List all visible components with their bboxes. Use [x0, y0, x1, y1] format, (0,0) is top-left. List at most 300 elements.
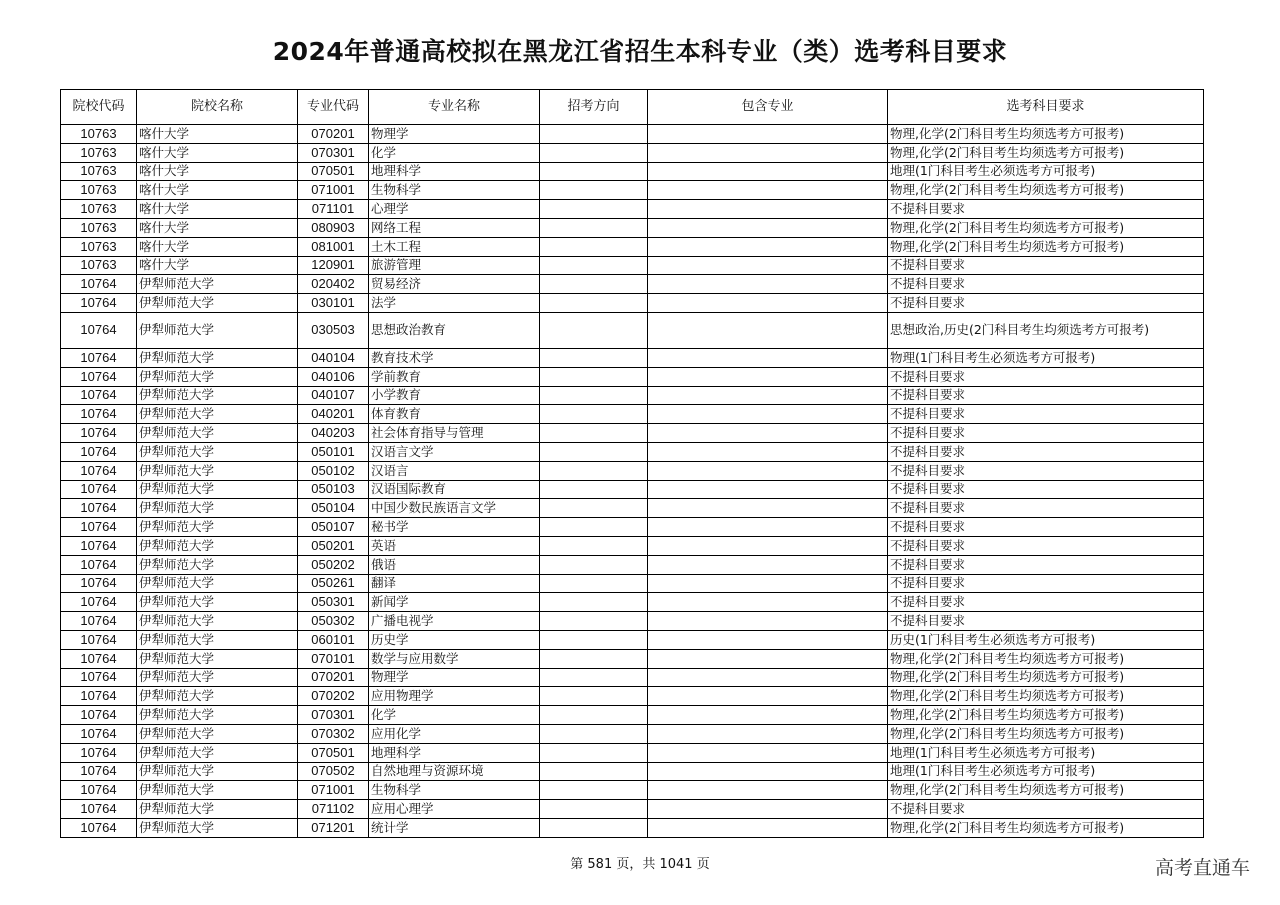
cell-direction — [540, 125, 648, 144]
cell-included-majors — [648, 574, 888, 593]
cell-included-majors — [648, 555, 888, 574]
cell-major-name: 地理科学 — [369, 743, 540, 762]
cell-direction — [540, 181, 648, 200]
cell-direction — [540, 218, 648, 237]
table-row — [61, 367, 1204, 386]
cell-included-majors — [648, 818, 888, 837]
cell-included-majors — [648, 781, 888, 800]
cell-school-name: 喀什大学 — [137, 181, 298, 200]
cell-school-code: 10763 — [61, 181, 137, 200]
table-row — [61, 649, 1204, 668]
header-direction: 招考方向 — [540, 90, 648, 125]
cell-major-code: 050261 — [298, 574, 369, 593]
cell-major-code: 040201 — [298, 405, 369, 424]
cell-school-name: 伊犁师范大学 — [137, 499, 298, 518]
cell-school-name: 伊犁师范大学 — [137, 668, 298, 687]
cell-major-name: 统计学 — [369, 818, 540, 837]
cell-major-name: 教育技术学 — [369, 348, 540, 367]
cell-direction — [540, 649, 648, 668]
table-body — [61, 125, 1204, 838]
cell-major-code: 030503 — [298, 312, 369, 348]
cell-included-majors — [648, 424, 888, 443]
table-row — [61, 518, 1204, 537]
cell-subject-requirement: 地理(1门科目考生必须选考方可报考) — [888, 762, 1204, 781]
cell-direction — [540, 706, 648, 725]
cell-included-majors — [648, 724, 888, 743]
cell-subject-requirement: 不提科目要求 — [888, 800, 1204, 819]
cell-subject-requirement: 不提科目要求 — [888, 593, 1204, 612]
cell-major-name: 旅游管理 — [369, 256, 540, 275]
cell-included-majors — [648, 312, 888, 348]
cell-subject-requirement: 不提科目要求 — [888, 555, 1204, 574]
cell-major-name: 应用心理学 — [369, 800, 540, 819]
cell-direction — [540, 536, 648, 555]
table-row — [61, 574, 1204, 593]
cell-major-code: 071101 — [298, 200, 369, 219]
cell-major-code: 070302 — [298, 724, 369, 743]
cell-subject-requirement: 不提科目要求 — [888, 461, 1204, 480]
cell-subject-requirement: 不提科目要求 — [888, 405, 1204, 424]
cell-major-code: 040203 — [298, 424, 369, 443]
cell-major-name: 历史学 — [369, 630, 540, 649]
cell-included-majors — [648, 706, 888, 725]
header-major-code: 专业代码 — [298, 90, 369, 125]
cell-major-code: 070501 — [298, 162, 369, 181]
cell-school-code: 10764 — [61, 724, 137, 743]
cell-major-name: 学前教育 — [369, 367, 540, 386]
cell-subject-requirement: 物理(1门科目考生必须选考方可报考) — [888, 348, 1204, 367]
cell-major-name: 广播电视学 — [369, 612, 540, 631]
cell-school-name: 伊犁师范大学 — [137, 536, 298, 555]
cell-subject-requirement: 物理,化学(2门科目考生均须选考方可报考) — [888, 237, 1204, 256]
cell-school-name: 伊犁师范大学 — [137, 762, 298, 781]
cell-major-name: 土木工程 — [369, 237, 540, 256]
cell-subject-requirement: 不提科目要求 — [888, 256, 1204, 275]
cell-major-code: 030101 — [298, 294, 369, 313]
table-row — [61, 237, 1204, 256]
cell-school-code: 10764 — [61, 367, 137, 386]
page-title: 2024年普通高校拟在黑龙江省招生本科专业（类）选考科目要求 — [272, 37, 1008, 66]
cell-direction — [540, 499, 648, 518]
cell-direction — [540, 593, 648, 612]
cell-major-code: 050202 — [298, 555, 369, 574]
table-row — [61, 181, 1204, 200]
cell-school-name: 伊犁师范大学 — [137, 743, 298, 762]
requirements-table — [60, 89, 1204, 838]
cell-included-majors — [648, 275, 888, 294]
table-row — [61, 536, 1204, 555]
cell-included-majors — [648, 442, 888, 461]
table-row — [61, 294, 1204, 313]
cell-major-name: 应用物理学 — [369, 687, 540, 706]
cell-major-code: 040104 — [298, 348, 369, 367]
cell-school-code: 10764 — [61, 405, 137, 424]
cell-subject-requirement: 不提科目要求 — [888, 442, 1204, 461]
cell-direction — [540, 256, 648, 275]
cell-major-name: 汉语言文学 — [369, 442, 540, 461]
cell-included-majors — [648, 762, 888, 781]
cell-subject-requirement: 物理,化学(2门科目考生均须选考方可报考) — [888, 218, 1204, 237]
table-row — [61, 687, 1204, 706]
cell-school-code: 10764 — [61, 574, 137, 593]
cell-school-code: 10763 — [61, 256, 137, 275]
cell-included-majors — [648, 649, 888, 668]
cell-subject-requirement: 不提科目要求 — [888, 574, 1204, 593]
cell-major-code: 050101 — [298, 442, 369, 461]
header-school-code: 院校代码 — [61, 90, 137, 125]
cell-included-majors — [648, 593, 888, 612]
cell-major-name: 翻译 — [369, 574, 540, 593]
cell-major-name: 应用化学 — [369, 724, 540, 743]
cell-included-majors — [648, 687, 888, 706]
cell-major-code: 050107 — [298, 518, 369, 537]
cell-major-code: 070202 — [298, 687, 369, 706]
cell-major-code: 070101 — [298, 649, 369, 668]
cell-included-majors — [648, 612, 888, 631]
cell-school-code: 10764 — [61, 593, 137, 612]
cell-school-name: 喀什大学 — [137, 237, 298, 256]
cell-school-name: 伊犁师范大学 — [137, 424, 298, 443]
table-row — [61, 424, 1204, 443]
cell-direction — [540, 612, 648, 631]
cell-included-majors — [648, 218, 888, 237]
cell-subject-requirement: 地理(1门科目考生必须选考方可报考) — [888, 162, 1204, 181]
cell-school-code: 10764 — [61, 312, 137, 348]
cell-included-majors — [648, 237, 888, 256]
cell-major-name: 新闻学 — [369, 593, 540, 612]
cell-major-code: 070201 — [298, 668, 369, 687]
table-header-row — [61, 90, 1204, 125]
cell-subject-requirement: 不提科目要求 — [888, 499, 1204, 518]
cell-direction — [540, 574, 648, 593]
cell-major-name: 法学 — [369, 294, 540, 313]
cell-included-majors — [648, 630, 888, 649]
cell-school-code: 10764 — [61, 762, 137, 781]
cell-subject-requirement: 不提科目要求 — [888, 480, 1204, 499]
cell-school-code: 10764 — [61, 649, 137, 668]
table-row — [61, 630, 1204, 649]
cell-school-name: 伊犁师范大学 — [137, 367, 298, 386]
cell-direction — [540, 237, 648, 256]
table-row — [61, 312, 1204, 348]
cell-school-name: 伊犁师范大学 — [137, 724, 298, 743]
cell-school-name: 伊犁师范大学 — [137, 480, 298, 499]
cell-major-name: 秘书学 — [369, 518, 540, 537]
table-row — [61, 461, 1204, 480]
cell-direction — [540, 294, 648, 313]
cell-subject-requirement: 不提科目要求 — [888, 275, 1204, 294]
cell-included-majors — [648, 405, 888, 424]
cell-major-code: 050302 — [298, 612, 369, 631]
cell-major-name: 俄语 — [369, 555, 540, 574]
cell-direction — [540, 275, 648, 294]
cell-included-majors — [648, 294, 888, 313]
cell-school-code: 10764 — [61, 687, 137, 706]
table-row — [61, 555, 1204, 574]
page-number: 第 581 页，共 1041 页 — [570, 857, 710, 872]
table-row — [61, 706, 1204, 725]
header-included-majors: 包含专业 — [648, 90, 888, 125]
cell-subject-requirement: 不提科目要求 — [888, 367, 1204, 386]
cell-school-name: 喀什大学 — [137, 200, 298, 219]
cell-subject-requirement: 不提科目要求 — [888, 200, 1204, 219]
cell-school-code: 10763 — [61, 162, 137, 181]
cell-school-name: 伊犁师范大学 — [137, 593, 298, 612]
cell-school-name: 伊犁师范大学 — [137, 405, 298, 424]
cell-subject-requirement: 物理,化学(2门科目考生均须选考方可报考) — [888, 818, 1204, 837]
cell-subject-requirement: 不提科目要求 — [888, 536, 1204, 555]
cell-direction — [540, 367, 648, 386]
cell-school-code: 10764 — [61, 630, 137, 649]
header-major-name: 专业名称 — [369, 90, 540, 125]
table-row — [61, 442, 1204, 461]
cell-major-name: 物理学 — [369, 668, 540, 687]
cell-school-name: 伊犁师范大学 — [137, 386, 298, 405]
cell-subject-requirement: 不提科目要求 — [888, 424, 1204, 443]
cell-direction — [540, 743, 648, 762]
cell-school-name: 伊犁师范大学 — [137, 649, 298, 668]
table-row — [61, 818, 1204, 837]
cell-major-name: 生物科学 — [369, 181, 540, 200]
cell-school-code: 10764 — [61, 386, 137, 405]
cell-major-name: 思想政治教育 — [369, 312, 540, 348]
cell-major-code: 040107 — [298, 386, 369, 405]
cell-direction — [540, 518, 648, 537]
cell-major-code: 060101 — [298, 630, 369, 649]
cell-direction — [540, 143, 648, 162]
cell-school-name: 伊犁师范大学 — [137, 630, 298, 649]
cell-major-name: 社会体育指导与管理 — [369, 424, 540, 443]
cell-major-code: 080903 — [298, 218, 369, 237]
cell-direction — [540, 781, 648, 800]
cell-included-majors — [648, 386, 888, 405]
cell-direction — [540, 687, 648, 706]
cell-school-name: 伊犁师范大学 — [137, 800, 298, 819]
cell-school-code: 10764 — [61, 294, 137, 313]
cell-major-name: 中国少数民族语言文学 — [369, 499, 540, 518]
cell-school-name: 喀什大学 — [137, 256, 298, 275]
cell-subject-requirement: 历史(1门科目考生必须选考方可报考) — [888, 630, 1204, 649]
cell-school-code: 10764 — [61, 480, 137, 499]
cell-major-code: 071001 — [298, 781, 369, 800]
cell-school-name: 伊犁师范大学 — [137, 312, 298, 348]
cell-school-code: 10764 — [61, 555, 137, 574]
cell-major-name: 生物科学 — [369, 781, 540, 800]
cell-direction — [540, 424, 648, 443]
cell-subject-requirement: 物理,化学(2门科目考生均须选考方可报考) — [888, 125, 1204, 144]
cell-subject-requirement: 物理,化学(2门科目考生均须选考方可报考) — [888, 706, 1204, 725]
cell-school-name: 伊犁师范大学 — [137, 442, 298, 461]
cell-subject-requirement: 地理(1门科目考生必须选考方可报考) — [888, 743, 1204, 762]
cell-major-code: 050104 — [298, 499, 369, 518]
cell-school-name: 伊犁师范大学 — [137, 555, 298, 574]
cell-school-name: 伊犁师范大学 — [137, 348, 298, 367]
cell-direction — [540, 800, 648, 819]
cell-school-name: 伊犁师范大学 — [137, 461, 298, 480]
cell-school-code: 10764 — [61, 442, 137, 461]
cell-direction — [540, 348, 648, 367]
table-row — [61, 593, 1204, 612]
cell-major-name: 体育教育 — [369, 405, 540, 424]
cell-subject-requirement: 思想政治,历史(2门科目考生均须选考方可报考) — [888, 312, 1204, 348]
cell-included-majors — [648, 668, 888, 687]
cell-major-name: 化学 — [369, 143, 540, 162]
cell-major-name: 贸易经济 — [369, 275, 540, 294]
table-row — [61, 800, 1204, 819]
cell-school-name: 伊犁师范大学 — [137, 275, 298, 294]
cell-school-code: 10763 — [61, 200, 137, 219]
cell-included-majors — [648, 461, 888, 480]
cell-direction — [540, 405, 648, 424]
cell-major-code: 071001 — [298, 181, 369, 200]
cell-school-code: 10763 — [61, 218, 137, 237]
cell-direction — [540, 162, 648, 181]
cell-included-majors — [648, 162, 888, 181]
cell-subject-requirement: 物理,化学(2门科目考生均须选考方可报考) — [888, 143, 1204, 162]
cell-school-code: 10764 — [61, 348, 137, 367]
cell-included-majors — [648, 348, 888, 367]
table-row — [61, 162, 1204, 181]
table-row — [61, 200, 1204, 219]
cell-major-code: 070201 — [298, 125, 369, 144]
cell-major-code: 070301 — [298, 706, 369, 725]
table-row — [61, 143, 1204, 162]
cell-direction — [540, 630, 648, 649]
cell-included-majors — [648, 800, 888, 819]
cell-school-code: 10763 — [61, 125, 137, 144]
cell-included-majors — [648, 125, 888, 144]
cell-subject-requirement: 物理,化学(2门科目考生均须选考方可报考) — [888, 781, 1204, 800]
cell-direction — [540, 724, 648, 743]
cell-school-code: 10764 — [61, 461, 137, 480]
cell-major-code: 071201 — [298, 818, 369, 837]
brand-label: 高考直通车 — [1154, 857, 1250, 879]
cell-included-majors — [648, 480, 888, 499]
cell-major-code: 071102 — [298, 800, 369, 819]
cell-school-code: 10764 — [61, 499, 137, 518]
table-row — [61, 480, 1204, 499]
cell-school-name: 伊犁师范大学 — [137, 574, 298, 593]
cell-direction — [540, 200, 648, 219]
cell-subject-requirement: 物理,化学(2门科目考生均须选考方可报考) — [888, 649, 1204, 668]
cell-school-name: 喀什大学 — [137, 125, 298, 144]
cell-included-majors — [648, 256, 888, 275]
cell-school-code: 10764 — [61, 743, 137, 762]
cell-direction — [540, 386, 648, 405]
cell-subject-requirement: 物理,化学(2门科目考生均须选考方可报考) — [888, 724, 1204, 743]
cell-major-name: 小学教育 — [369, 386, 540, 405]
header-subject-requirement: 选考科目要求 — [888, 90, 1204, 125]
cell-major-name: 网络工程 — [369, 218, 540, 237]
cell-included-majors — [648, 499, 888, 518]
cell-school-name: 伊犁师范大学 — [137, 294, 298, 313]
cell-major-name: 汉语言 — [369, 461, 540, 480]
cell-major-name: 物理学 — [369, 125, 540, 144]
cell-included-majors — [648, 200, 888, 219]
cell-direction — [540, 818, 648, 837]
cell-direction — [540, 555, 648, 574]
cell-direction — [540, 461, 648, 480]
cell-direction — [540, 480, 648, 499]
cell-major-code: 120901 — [298, 256, 369, 275]
cell-included-majors — [648, 181, 888, 200]
cell-school-code: 10764 — [61, 536, 137, 555]
cell-included-majors — [648, 743, 888, 762]
cell-major-code: 050102 — [298, 461, 369, 480]
cell-included-majors — [648, 367, 888, 386]
table-row — [61, 499, 1204, 518]
cell-major-code: 070301 — [298, 143, 369, 162]
cell-school-code: 10764 — [61, 518, 137, 537]
table-row — [61, 743, 1204, 762]
cell-major-code: 070501 — [298, 743, 369, 762]
cell-major-name: 地理科学 — [369, 162, 540, 181]
cell-included-majors — [648, 536, 888, 555]
cell-direction — [540, 668, 648, 687]
header-school-name: 院校名称 — [137, 90, 298, 125]
cell-major-name: 心理学 — [369, 200, 540, 219]
cell-school-code: 10764 — [61, 818, 137, 837]
cell-major-code: 070502 — [298, 762, 369, 781]
table-row — [61, 612, 1204, 631]
cell-school-code: 10764 — [61, 800, 137, 819]
cell-subject-requirement: 物理,化学(2门科目考生均须选考方可报考) — [888, 668, 1204, 687]
cell-school-name: 喀什大学 — [137, 162, 298, 181]
cell-school-code: 10763 — [61, 237, 137, 256]
cell-major-code: 081001 — [298, 237, 369, 256]
cell-school-code: 10764 — [61, 706, 137, 725]
cell-school-name: 伊犁师范大学 — [137, 706, 298, 725]
table-row — [61, 386, 1204, 405]
cell-school-name: 伊犁师范大学 — [137, 781, 298, 800]
cell-school-name: 伊犁师范大学 — [137, 518, 298, 537]
cell-school-name: 伊犁师范大学 — [137, 612, 298, 631]
cell-subject-requirement: 物理,化学(2门科目考生均须选考方可报考) — [888, 687, 1204, 706]
table-row — [61, 256, 1204, 275]
cell-major-name: 英语 — [369, 536, 540, 555]
cell-subject-requirement: 不提科目要求 — [888, 386, 1204, 405]
cell-major-code: 050103 — [298, 480, 369, 499]
cell-school-code: 10764 — [61, 275, 137, 294]
cell-school-code: 10763 — [61, 143, 137, 162]
cell-major-code: 050201 — [298, 536, 369, 555]
cell-subject-requirement: 物理,化学(2门科目考生均须选考方可报考) — [888, 181, 1204, 200]
cell-major-name: 化学 — [369, 706, 540, 725]
cell-subject-requirement: 不提科目要求 — [888, 518, 1204, 537]
cell-subject-requirement: 不提科目要求 — [888, 294, 1204, 313]
table-row — [61, 405, 1204, 424]
cell-school-code: 10764 — [61, 612, 137, 631]
cell-major-name: 自然地理与资源环境 — [369, 762, 540, 781]
cell-school-name: 喀什大学 — [137, 143, 298, 162]
cell-direction — [540, 762, 648, 781]
table-row — [61, 348, 1204, 367]
table-row — [61, 762, 1204, 781]
cell-included-majors — [648, 518, 888, 537]
cell-school-code: 10764 — [61, 424, 137, 443]
cell-major-code: 020402 — [298, 275, 369, 294]
table-row — [61, 275, 1204, 294]
cell-school-code: 10764 — [61, 668, 137, 687]
cell-direction — [540, 442, 648, 461]
cell-school-code: 10764 — [61, 781, 137, 800]
cell-subject-requirement: 不提科目要求 — [888, 612, 1204, 631]
cell-major-name: 汉语国际教育 — [369, 480, 540, 499]
table-row — [61, 668, 1204, 687]
table-row — [61, 781, 1204, 800]
table-row — [61, 125, 1204, 144]
cell-school-name: 伊犁师范大学 — [137, 687, 298, 706]
